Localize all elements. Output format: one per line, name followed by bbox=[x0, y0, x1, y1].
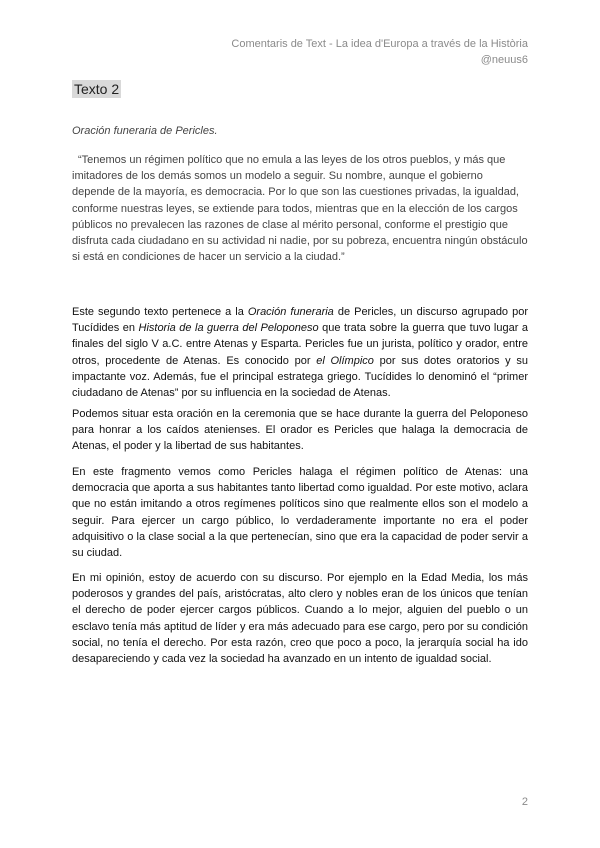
paragraph-2 bbox=[72, 406, 528, 455]
p1-text-c: de Pericles, un discurso agrupado por Tucídides en bbox=[72, 306, 528, 335]
p1-italic-olimpico: el Olímpico bbox=[316, 354, 374, 367]
paragraph-3-text: En este fragmento vemos como Pericles halaga el régimen político de Atenas: una democracia que aporta a sus habitantes tanto libertad como igualdad. Por este motivo, aclara que no están imitando a otros regímenes políticos sino que realmente ellos son el modelo a seguir. Para ejercer un cargo público, lo verdaderamente importante no era el poder adquisitivo o la clase social a la que pertenecían, sino que era la capacidad de poder servir a su ciudad. bbox=[72, 466, 528, 560]
page-number: 2 bbox=[521, 796, 528, 808]
section-title: Texto 2 bbox=[74, 81, 120, 97]
p1-text-a: Este segundo texto pertenece a la bbox=[72, 306, 248, 318]
p1-text-e: que trata sobre la guerra que tuvo lugar a finales del siglo V a.C. entre Atenas y Esparta. Pericles fue un jurista, político y orador, entre otros, procedente de Atenas. Es conocido por bbox=[72, 322, 528, 367]
header-title: Comentaris de Text - La idea d'Europa a través de la Història bbox=[231, 38, 528, 50]
header-author: @neuus6 bbox=[480, 54, 528, 66]
paragraph-4-text: En mi opinión, estoy de acuerdo con su discurso. Por ejemplo en la Edad Media, los más poderosos y grandes del país, aristócratas, alto clero y nobles eran de los únicos que tenían el derecho de poder ejercer cargos públicos. Cuando a lo mejor, alguien del pueblo o un esclavo tenía más aptitud de líder y era más adecuado para ese cargo, pero por su condición social, no tenía el derecho. Por esta razón, creo que poco a poco, la jerarquía social ha ido desapareciendo y cada vez la sociedad ha avanzado en un intento de igualdad social. bbox=[72, 572, 528, 666]
page-header bbox=[231, 36, 528, 68]
paragraph-2-text: Podemos situar esta oración en la ceremonia que se hace durante la guerra del Peloponeso para honrar a los caídos atenienses. El orador es Pericles que halaga la democracia de Atenas, el poder y la libertad de sus habitantes. bbox=[72, 408, 528, 453]
p1-text-g: por sus dotes oratorios y su impactante voz. Además, fue el principal estratega griego. Tucídides lo denominó el “primer ciudadano de Atenas” por su influencia en la sociedad de Atenas. bbox=[72, 354, 528, 400]
quote-text: “Tenemos un régimen político que no emula a las leyes de los otros pueblos, y más que imitadores de los demás somos un modelo a seguir. Su nombre, aunque el gobierno depende de la mayoría, es democracia. Por lo que son las cuestiones privadas, la igualdad, conforme nuestras leyes, se extiende para todos, mientras que en la elección de los cargos públicos no prevalecen las razones de clase al mérito personal, conforme el prestigio que disfruta cada ciudadano en su actividad ni nadie, por su pobreza, encuentra ningún obstáculo si está en condiciones de hacer un servicio a la ciudad.” bbox=[72, 154, 528, 264]
paragraph-3 bbox=[72, 464, 528, 561]
text-subtitle: Oración funeraria de Pericles. bbox=[72, 125, 218, 137]
p1-italic-historia: Historia de la guerra del Peloponeso bbox=[138, 322, 319, 335]
paragraph-4 bbox=[72, 570, 528, 667]
paragraph-1 bbox=[72, 304, 528, 401]
quote-block bbox=[72, 152, 528, 265]
p1-italic-oracion: Oración funeraria bbox=[247, 306, 334, 318]
